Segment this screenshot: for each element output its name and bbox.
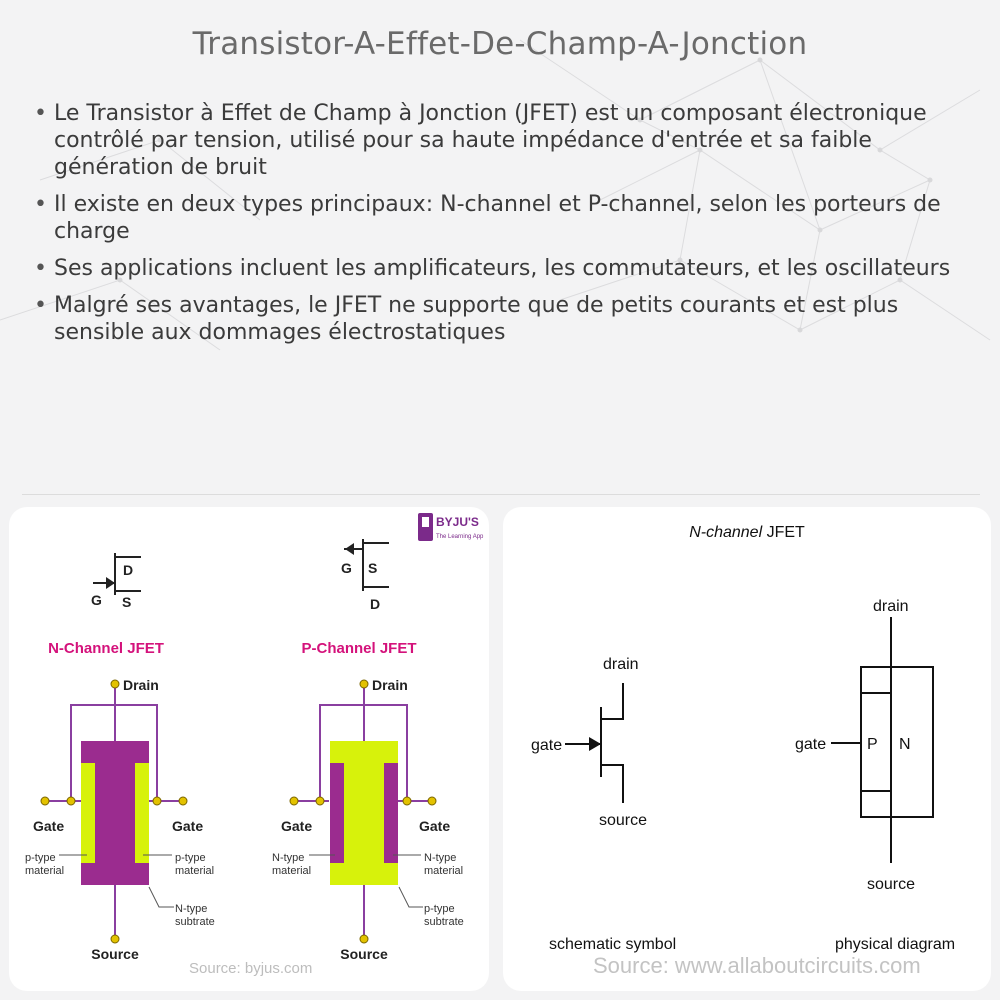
p-right-material-label: N-type (424, 852, 457, 864)
n-gate-right-label: Gate (172, 818, 204, 834)
physical-caption: physical diagram (835, 936, 956, 953)
schematic-gate-label: gate (531, 737, 563, 754)
physical-diagram (831, 617, 933, 863)
byjus-logo (418, 513, 484, 541)
bullet-item: • Ses applications incluent les amplificateurs, les commutateurs, et les oscillateurs (30, 255, 970, 282)
schematic-caption: schematic symbol (549, 936, 677, 953)
n-substrate-label: N-type (175, 903, 208, 915)
bullet-list (30, 100, 970, 356)
n-drain-label: Drain (123, 677, 159, 693)
source-credit-left: Source: byjus.com (189, 960, 313, 977)
logo-text: BYJU'S (436, 515, 479, 529)
p-source-label: Source (340, 946, 388, 962)
n-channel-jfet-figure (503, 507, 991, 991)
p-substrate-label-2: subtrate (424, 916, 464, 928)
figure-title-italic: N-channel (689, 524, 763, 541)
jfet-types-figure (9, 507, 489, 991)
figure-title-rest: JFET (762, 524, 805, 541)
p-gate-left-label: Gate (281, 818, 313, 834)
n-gate-arrow-icon (106, 577, 115, 589)
p-symbol-s: S (368, 560, 378, 576)
n-left-material-label: p-type (25, 852, 56, 864)
physical-n-label: N (899, 736, 911, 753)
n-left-material-label-2: material (25, 865, 65, 877)
p-symbol-d: D (370, 596, 381, 612)
source-credit-right: Source: www.allaboutcircuits.com (593, 953, 921, 978)
logo-tagline: The Learning App (436, 534, 484, 540)
p-channel-title: P-Channel JFET (301, 640, 417, 657)
physical-p-label: P (867, 736, 878, 753)
n-channel-device (41, 680, 187, 943)
bullet-item: • Malgré ses avantages, le JFET ne supporte que de petits courants et est plus sensible aux dommages électrostatiques (30, 292, 970, 346)
n-substrate-label-2: subtrate (175, 916, 215, 928)
page-title: Transistor-A-Effet-De-Champ-A-Jonction (192, 26, 808, 62)
p-channel-device (290, 680, 436, 943)
schematic-gate-arrow-icon (589, 737, 601, 751)
p-right-material-label-2: material (424, 865, 464, 877)
p-substrate-label: p-type (424, 903, 455, 915)
p-left-material-label-2: material (272, 865, 312, 877)
n-channel-symbol (93, 553, 141, 595)
p-gate-right-label: Gate (419, 818, 451, 834)
n-symbol-d: D (123, 562, 134, 578)
bullet-item: • Il existe en deux types principaux: N-channel et P-channel, selon les porteurs de charge (30, 191, 970, 245)
n-channel-title: N-Channel JFET (48, 640, 164, 657)
physical-drain-label: drain (873, 598, 909, 615)
physical-source-label: source (867, 876, 916, 893)
schematic-drain-label: drain (603, 656, 639, 673)
section-divider (22, 494, 980, 495)
physical-gate-label: gate (795, 736, 827, 753)
p-drain-label: Drain (372, 677, 408, 693)
p-gate-arrow-icon (345, 543, 354, 555)
n-symbol-s: S (122, 594, 132, 610)
schematic-source-label: source (599, 812, 648, 829)
bullet-item: • Le Transistor à Effet de Champ à Jonction (JFET) est un composant électronique contrôlé par tension, utilisé pour sa haute impédance d'entrée et sa faible génération de bruit (30, 100, 970, 181)
p-symbol-g: G (341, 560, 352, 576)
n-symbol-g: G (91, 592, 102, 608)
n-right-material-label-2: material (175, 865, 215, 877)
figure-title (689, 524, 805, 541)
n-source-label: Source (91, 946, 139, 962)
n-gate-left-label: Gate (33, 818, 65, 834)
n-right-material-label: p-type (175, 852, 206, 864)
p-left-material-label: N-type (272, 852, 305, 864)
